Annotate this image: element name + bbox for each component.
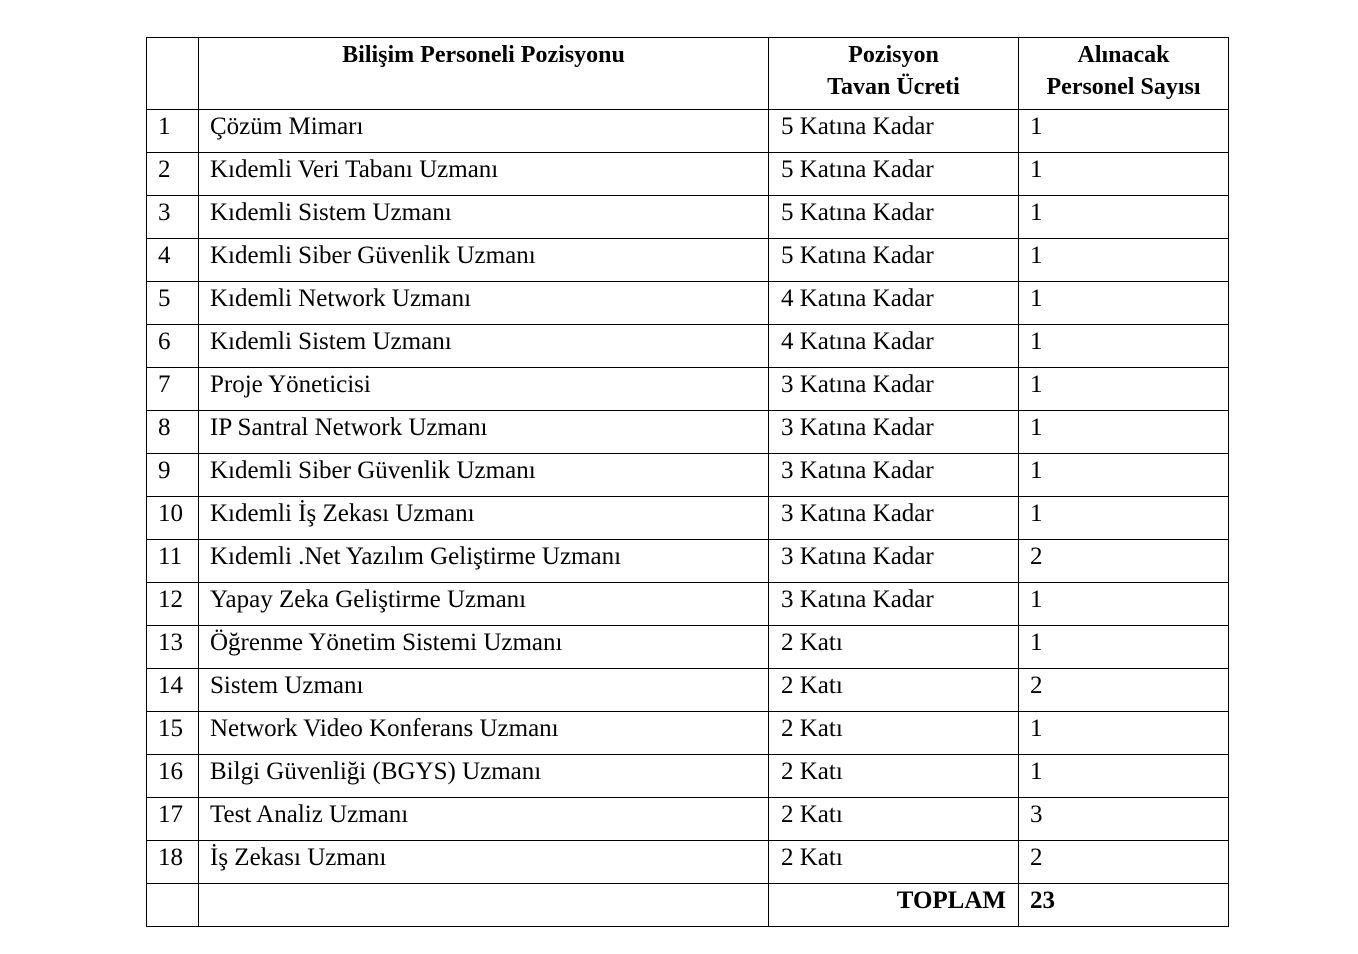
row-wage: 4 Katına Kadar xyxy=(769,282,1019,325)
header-wage-line2: Tavan Ücreti xyxy=(827,74,960,100)
row-number: 13 xyxy=(147,626,199,669)
row-position: Kıdemli .Net Yazılım Geliştirme Uzmanı xyxy=(199,540,769,583)
total-empty-no xyxy=(147,884,199,927)
table-row xyxy=(147,841,1229,884)
table-row xyxy=(147,368,1229,411)
row-count: 3 xyxy=(1019,798,1229,841)
row-number: 18 xyxy=(147,841,199,884)
table-row xyxy=(147,196,1229,239)
row-number: 5 xyxy=(147,282,199,325)
table-row xyxy=(147,583,1229,626)
row-count: 2 xyxy=(1019,540,1229,583)
row-wage: 5 Katına Kadar xyxy=(769,196,1019,239)
row-wage: 5 Katına Kadar xyxy=(769,239,1019,282)
row-position: Yapay Zeka Geliştirme Uzmanı xyxy=(199,583,769,626)
row-position: Kıdemli Network Uzmanı xyxy=(199,282,769,325)
total-empty-position xyxy=(199,884,769,927)
row-wage: 3 Katına Kadar xyxy=(769,583,1019,626)
header-position xyxy=(199,38,769,110)
header-position-label: Bilişim Personeli Pozisyonu xyxy=(342,42,625,68)
total-label: TOPLAM xyxy=(769,884,1019,927)
row-number: 16 xyxy=(147,755,199,798)
row-number: 8 xyxy=(147,411,199,454)
row-wage: 2 Katı xyxy=(769,712,1019,755)
row-number: 17 xyxy=(147,798,199,841)
row-count: 1 xyxy=(1019,712,1229,755)
row-wage: 2 Katı xyxy=(769,798,1019,841)
table-row xyxy=(147,540,1229,583)
row-position: İş Zekası Uzmanı xyxy=(199,841,769,884)
row-wage: 4 Katına Kadar xyxy=(769,325,1019,368)
row-position: Sistem Uzmanı xyxy=(199,669,769,712)
row-wage: 3 Katına Kadar xyxy=(769,368,1019,411)
row-count: 1 xyxy=(1019,368,1229,411)
row-count: 2 xyxy=(1019,841,1229,884)
row-position: Çözüm Mimarı xyxy=(199,110,769,153)
row-number: 12 xyxy=(147,583,199,626)
row-number: 14 xyxy=(147,669,199,712)
header-wage-line1: Pozisyon xyxy=(848,42,939,68)
row-number: 7 xyxy=(147,368,199,411)
total-value: 23 xyxy=(1019,884,1229,927)
row-position: Kıdemli Sistem Uzmanı xyxy=(199,325,769,368)
row-number: 11 xyxy=(147,540,199,583)
table-row xyxy=(147,798,1229,841)
row-wage: 2 Katı xyxy=(769,755,1019,798)
row-number: 4 xyxy=(147,239,199,282)
row-wage: 2 Katı xyxy=(769,841,1019,884)
total-row xyxy=(147,884,1229,927)
row-position: Test Analiz Uzmanı xyxy=(199,798,769,841)
row-position: Kıdemli Sistem Uzmanı xyxy=(199,196,769,239)
row-wage: 3 Katına Kadar xyxy=(769,540,1019,583)
row-position: Network Video Konferans Uzmanı xyxy=(199,712,769,755)
table-row xyxy=(147,411,1229,454)
row-count: 1 xyxy=(1019,196,1229,239)
row-position: Kıdemli İş Zekası Uzmanı xyxy=(199,497,769,540)
table-row xyxy=(147,153,1229,196)
row-position: Kıdemli Siber Güvenlik Uzmanı xyxy=(199,239,769,282)
row-wage: 5 Katına Kadar xyxy=(769,110,1019,153)
table-row xyxy=(147,755,1229,798)
row-number: 6 xyxy=(147,325,199,368)
table-row xyxy=(147,497,1229,540)
row-wage: 3 Katına Kadar xyxy=(769,411,1019,454)
table-row xyxy=(147,325,1229,368)
row-count: 1 xyxy=(1019,454,1229,497)
row-position: Kıdemli Siber Güvenlik Uzmanı xyxy=(199,454,769,497)
row-number: 2 xyxy=(147,153,199,196)
row-wage: 2 Katı xyxy=(769,626,1019,669)
row-position: Proje Yöneticisi xyxy=(199,368,769,411)
row-wage: 2 Katı xyxy=(769,669,1019,712)
row-position: IP Santral Network Uzmanı xyxy=(199,411,769,454)
table-body xyxy=(147,110,1229,884)
table-row xyxy=(147,282,1229,325)
row-count: 1 xyxy=(1019,239,1229,282)
table-header-row xyxy=(147,38,1229,110)
row-count: 1 xyxy=(1019,411,1229,454)
header-no xyxy=(147,38,199,110)
row-position: Bilgi Güvenliği (BGYS) Uzmanı xyxy=(199,755,769,798)
row-count: 1 xyxy=(1019,626,1229,669)
row-position: Öğrenme Yönetim Sistemi Uzmanı xyxy=(199,626,769,669)
row-wage: 3 Katına Kadar xyxy=(769,497,1019,540)
row-number: 1 xyxy=(147,110,199,153)
row-number: 15 xyxy=(147,712,199,755)
header-wage xyxy=(769,38,1019,110)
row-number: 9 xyxy=(147,454,199,497)
row-count: 1 xyxy=(1019,755,1229,798)
row-count: 1 xyxy=(1019,497,1229,540)
header-count xyxy=(1019,38,1229,110)
row-wage: 5 Katına Kadar xyxy=(769,153,1019,196)
header-count-line1: Alınacak xyxy=(1077,42,1170,68)
row-count: 2 xyxy=(1019,669,1229,712)
row-number: 10 xyxy=(147,497,199,540)
row-count: 1 xyxy=(1019,583,1229,626)
row-position: Kıdemli Veri Tabanı Uzmanı xyxy=(199,153,769,196)
row-count: 1 xyxy=(1019,110,1229,153)
table-row xyxy=(147,239,1229,282)
row-count: 1 xyxy=(1019,325,1229,368)
table-row xyxy=(147,454,1229,497)
header-count-line2: Personel Sayısı xyxy=(1046,74,1201,100)
table-row xyxy=(147,712,1229,755)
personnel-table xyxy=(146,37,1229,927)
row-number: 3 xyxy=(147,196,199,239)
table-row xyxy=(147,669,1229,712)
row-wage: 3 Katına Kadar xyxy=(769,454,1019,497)
table-row xyxy=(147,110,1229,153)
row-count: 1 xyxy=(1019,153,1229,196)
table-row xyxy=(147,626,1229,669)
row-count: 1 xyxy=(1019,282,1229,325)
